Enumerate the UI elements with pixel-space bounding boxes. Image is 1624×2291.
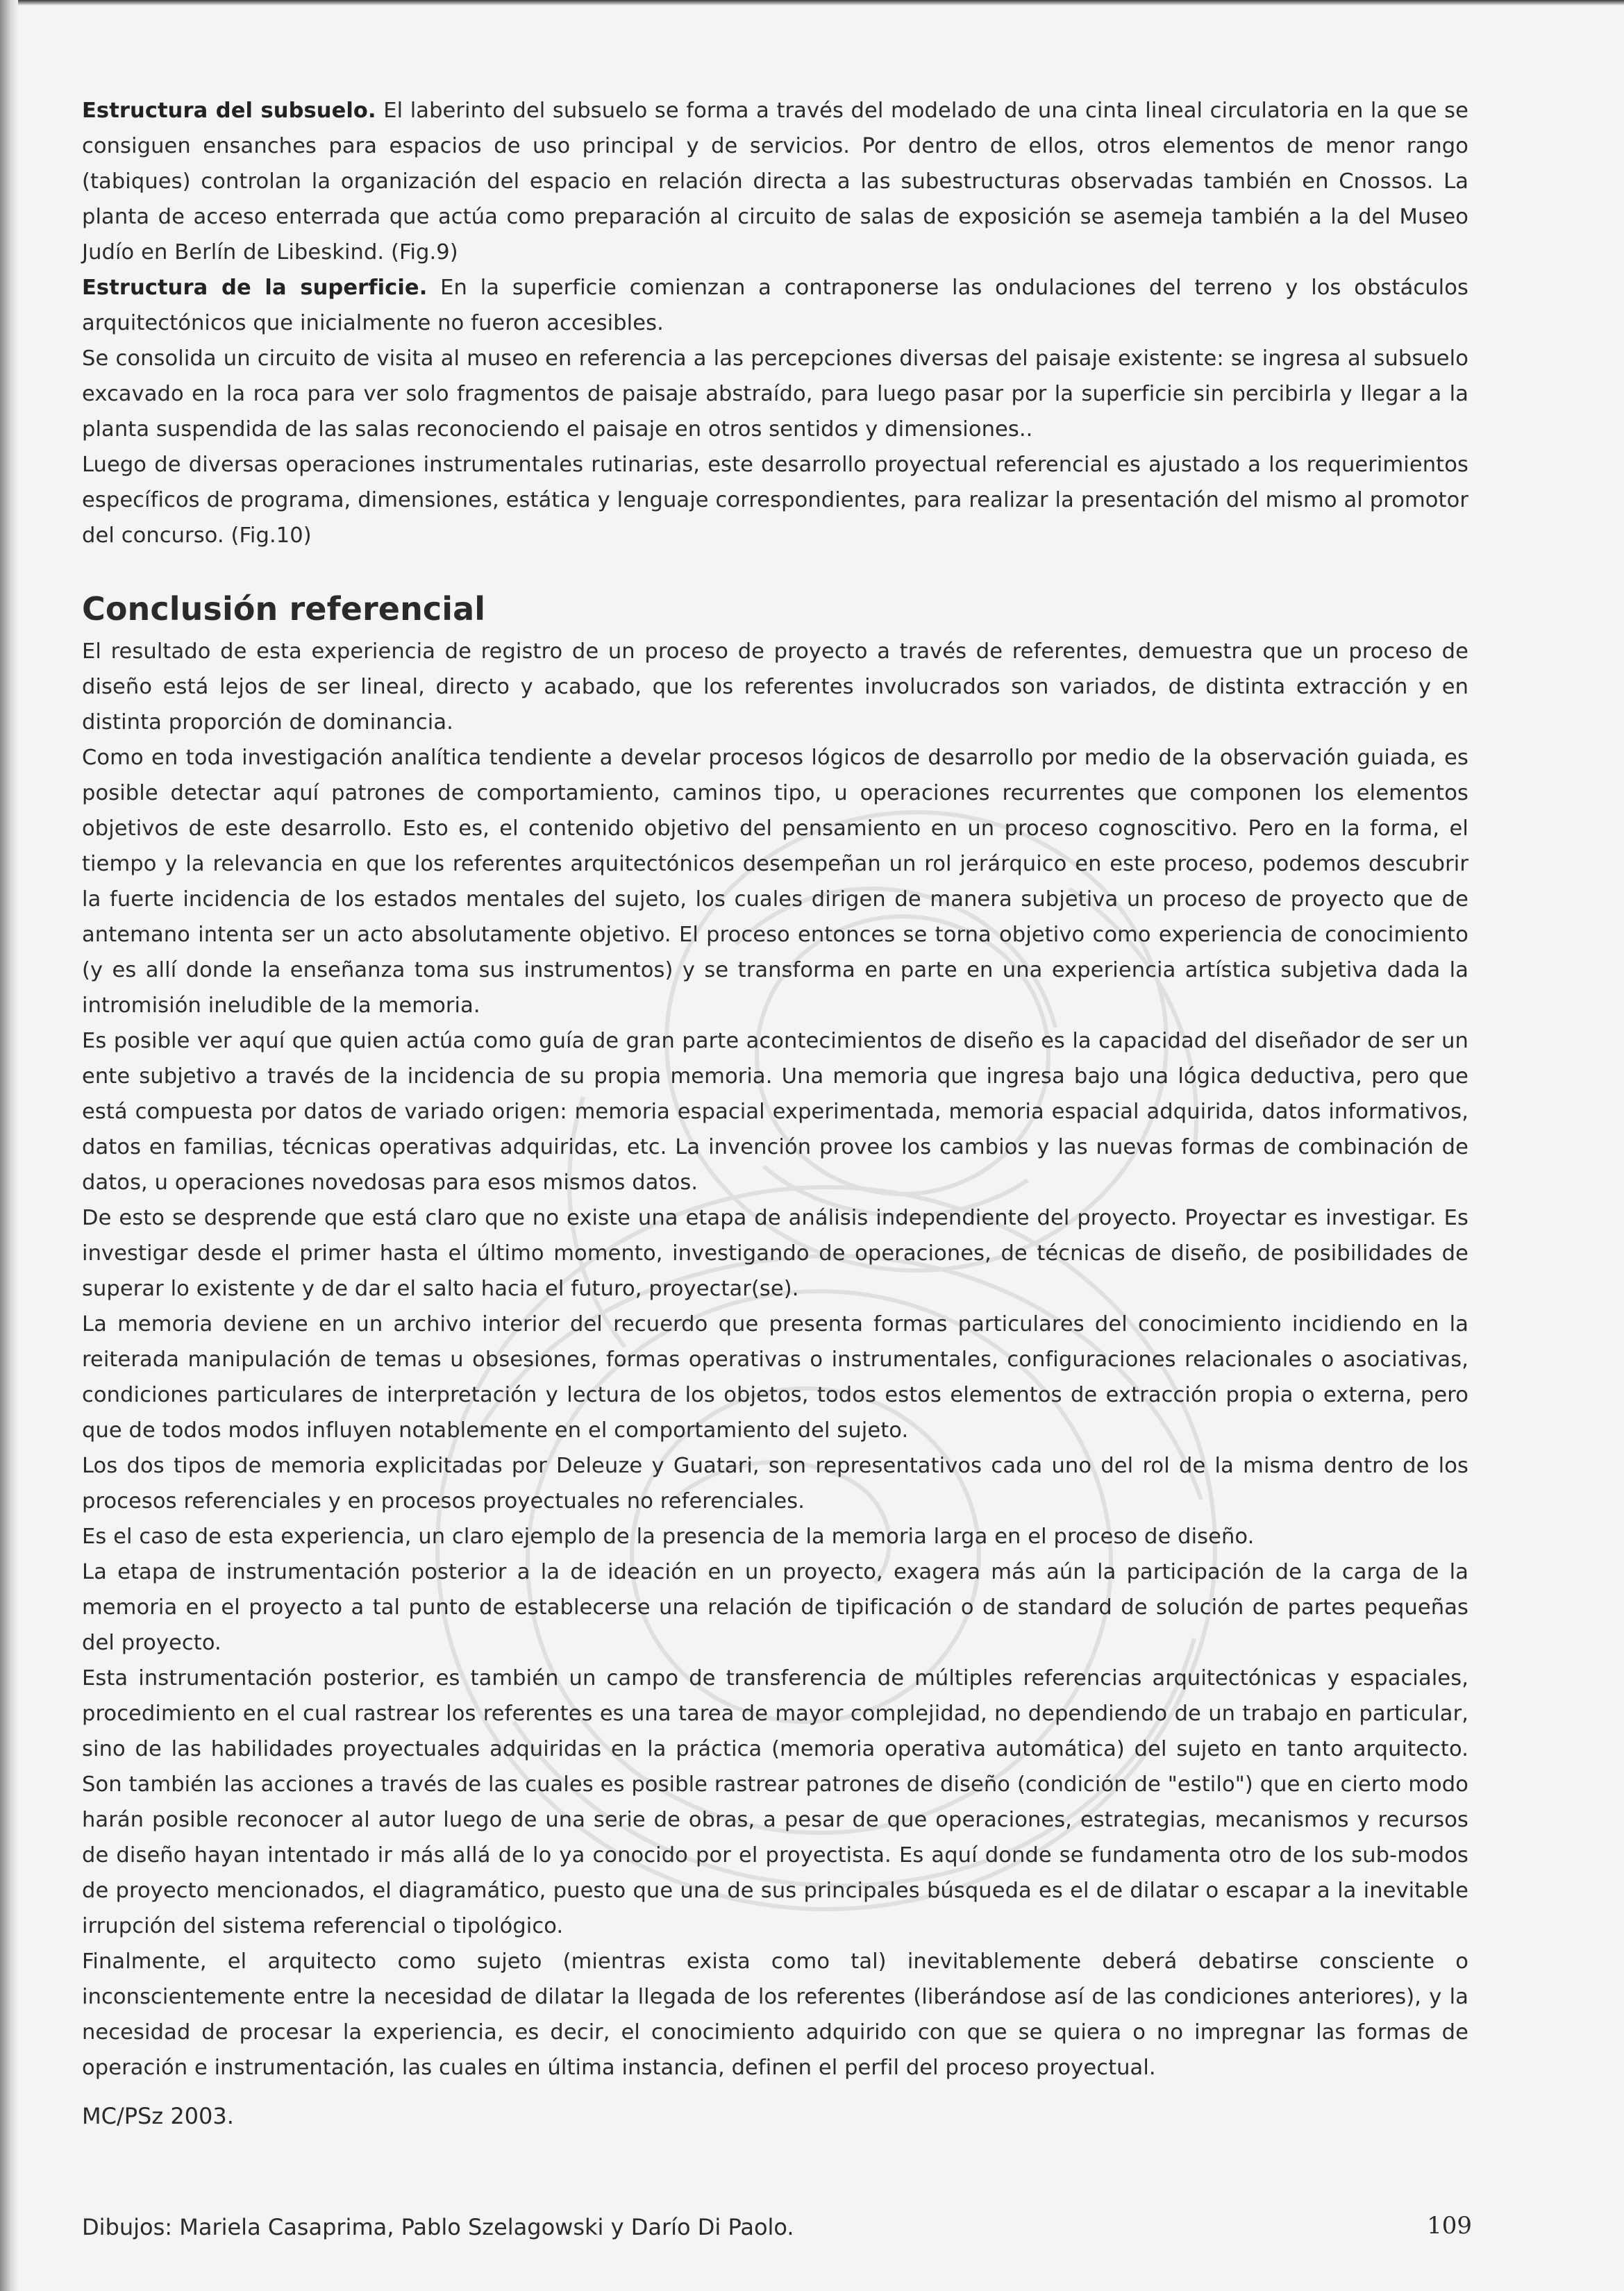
conclusion-paragraph: Esta instrumentación posterior, es también un campo de transferencia de múltiples referencias arquitectónicas y espaciales, procedimiento en el cual rastrear los referentes es una tarea de mayor complejidad, no dependiendo de un trabajo en particular, sino de las habilidades proyectuales adquiridas en la práctica (memoria operativa automática) del sujeto en tanto arquitecto. Son también las acciones a través de las cuales es posible rastrear patrones de diseño (condición de "estilo") que en cierto modo harán posible reconocer al autor luego de una serie de obras, a pesar de que operaciones, estrategias, mecanismos y recursos de diseño hayan intentado ir más allá de lo ya conocido por el proyectista. Es aquí donde se fundamenta otro de los sub-modos de proyecto mencionados, el diagramático, puesto que una de sus principales búsqueda es el de dilatar o escapar a la inevitable irrupción del sistema referencial o tipológico. — [82, 1666, 1468, 1938]
conclusion-paragraph: La etapa de instrumentación posterior a la de ideación en un proyecto, exagera más aún la participación de la carga de la memoria en el proyecto a tal punto de establecerse una relación de tipificación o de standard de solución de partes pequeñas del proyecto. — [82, 1560, 1468, 1655]
surface-structure-text: En la superficie comienzan a contraponerse las ondulaciones del terreno y los obstáculos arquitectónicos que inicialmente no fueron accesibles. — [82, 276, 1468, 335]
surface-structure-heading: Estructura de la superficie. — [82, 276, 428, 300]
author-signature: MC/PSz 2003. — [82, 2103, 234, 2129]
section-title-conclusion: Conclusión referencial — [82, 590, 486, 628]
paragraph-subsoil-structure — [82, 93, 1468, 270]
page-top-shadow — [0, 0, 1624, 6]
conclusion-paragraph: Es posible ver aquí que quien actúa como guía de gran parte acontecimientos de diseño es la capacidad del diseñador de ser un ente subjetivo a través de la incidencia de su propia memoria. Una memoria que ingresa bajo una lógica deductiva, pero que está compuesta por datos de variado origen: memoria espacial experimentada, memoria espacial adquirida, datos informativos, datos en familias, técnicas operativas adquiridas, etc. La invención provee los cambios y las nuevas formas de combinación de datos, u operaciones novedosas para esos mismos datos. — [82, 1029, 1468, 1195]
conclusion-paragraph: De esto se desprende que está claro que no existe una etapa de análisis independiente del proyecto. Proyectar es investigar. Es investigar desde el primer hasta el último momento, investigando de operaciones, de técnicas de diseño, de posibilidades de superar lo existente y de dar el salto hacia el futuro, proyectar(se). — [82, 1206, 1468, 1301]
conclusion-paragraph: Es el caso de esta experiencia, un claro ejemplo de la presencia de la memoria larga en el proceso de diseño. — [82, 1525, 1255, 1549]
conclusion-paragraph: La memoria deviene en un archivo interior del recuerdo que presenta formas particulares del conocimiento incidiendo en la reiterada manipulación de temas u obsesiones, formas operativas o instrumentales, configuraciones relacionales o asociativas, condiciones particulares de interpretación y lectura de los objetos, todos estos elementos de extracción propia o externa, pero que de todos modos influyen notablemente en el comportamiento del sujeto. — [82, 1312, 1468, 1443]
paragraph-visit-circuit: Se consolida un circuito de visita al museo en referencia a las percepciones diversas del paisaje existente: se ingresa al subsuelo excavado en la roca para ver solo fragmentos de paisaje abstraído, para luego pasar por la superficie sin percibirla y llegar a la planta suspendida de las salas reconociendo el paisaje en otros sentidos y dimensiones.. — [82, 346, 1468, 442]
page-number: 109 — [1427, 2212, 1472, 2240]
subsoil-structure-text: El laberinto del subsuelo se forma a través del modelado de una cinta lineal circulatoria en la que se consiguen ensanches para espacios de uso principal y de servicios. Por dentro de ellos, otros elementos de menor rango (tabiques) controlan la organización del espacio en relación directa a las subestructuras observadas también en Cnossos. La planta de acceso enterrada que actúa como preparación al circuito de salas de exposición se asemeja también a la del Museo Judío en Berlín de Libeskind. (Fig.9) — [82, 99, 1468, 265]
conclusion-paragraph: Finalmente, el arquitecto como sujeto (mientras exista como tal) inevitablemente deberá debatirse consciente o inconscientemente entre la necesidad de dilatar la llegada de los referentes (liberándose así de las condiciones anteriores), y la necesidad de procesar la experiencia, es decir, el conocimiento adquirido con que se quiera o no impregnar las formas de operación e instrumentación, las cuales en última instancia, definen el perfil del proceso proyectual. — [82, 1949, 1468, 2080]
drawings-credit: Dibujos: Mariela Casaprima, Pablo Szelagowski y Darío Di Paolo. — [82, 2214, 794, 2240]
paragraph-surface-structure — [82, 270, 1468, 341]
page-binding-shadow — [0, 0, 18, 2291]
article-body — [82, 93, 1468, 2086]
conclusion-paragraph: Como en toda investigación analítica tendiente a develar procesos lógicos de desarrollo por medio de la observación guiada, es posible detectar aquí patrones de comportamiento, caminos tipo, u operaciones recurrentes que componen los elementos objetivos de este desarrollo. Esto es, el contenido objetivo del pensamiento en un proceso cognoscitivo. Pero en la forma, el tiempo y la relevancia en que los referentes arquitectónicos desempeñan un rol jerárquico en este proceso, podemos descubrir la fuerte incidencia de los estados mentales del sujeto, los cuales dirigen de manera subjetiva un proceso de proyecto que de antemano intenta ser un acto absolutamente objetivo. El proceso entonces se torna objetivo como experiencia de conocimiento (y es allí donde la enseñanza toma sus instrumentos) y se transforma en parte en una experiencia artística subjetiva dada la intromisión ineludible de la memoria. — [82, 746, 1468, 1018]
paragraph-operations: Luego de diversas operaciones instrumentales rutinarias, este desarrollo proyectual referencial es ajustado a los requerimientos específicos de programa, dimensiones, estática y lenguaje correspondientes, para realizar la presentación del mismo al promotor del concurso. (Fig.10) — [82, 453, 1468, 548]
conclusion-paragraph: El resultado de esta experiencia de registro de un proceso de proyecto a través de referentes, demuestra que un proceso de diseño está lejos de ser lineal, directo y acabado, que los referentes involucrados son variados, de distinta extracción y en distinta proporción de dominancia. — [82, 639, 1468, 735]
subsoil-structure-heading: Estructura del subsuelo. — [82, 99, 376, 123]
conclusion-paragraph: Los dos tipos de memoria explicitadas por Deleuze y Guatari, son representativos cada uno del rol de la misma dentro de los procesos referenciales y en procesos proyectuales no referenciales. — [82, 1454, 1468, 1513]
